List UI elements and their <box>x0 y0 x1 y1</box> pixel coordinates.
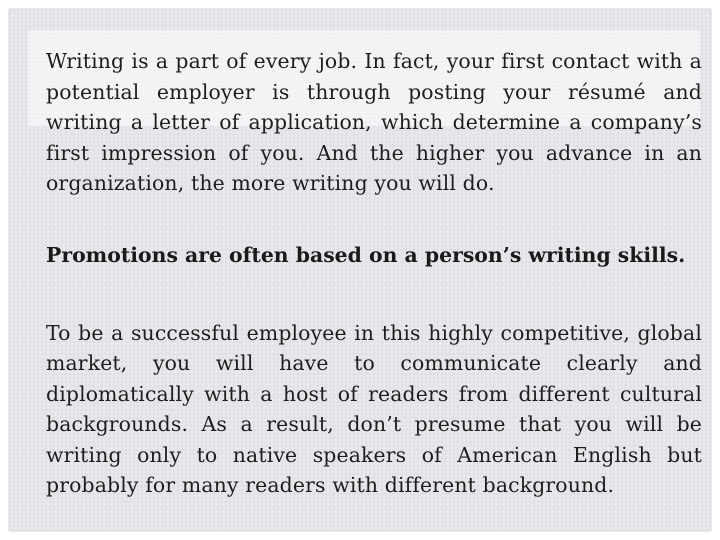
paragraph-writing-every-job: Writing is a part of every job. In fact, your first contact with a potential employer is through posting your résumé and writing a letter of application, which determine a company’s first impression of you. And the higher you advance in an organization, the more writing you will do. <box>46 49 702 195</box>
emphasis-promotions: Promotions are often based on a person’s writing skills. <box>46 242 686 267</box>
slide-content <box>46 46 702 501</box>
paragraph-successful-employee: To be a successful employee in this highly competitive, global market, you will have to communicate clearly and diplomatically with a host of readers from different cultural backgrounds. As a result, don’t presume that you will be writing only to native speakers of American English but probably for many readers with different background. <box>46 320 702 497</box>
slide-frame <box>8 8 712 532</box>
